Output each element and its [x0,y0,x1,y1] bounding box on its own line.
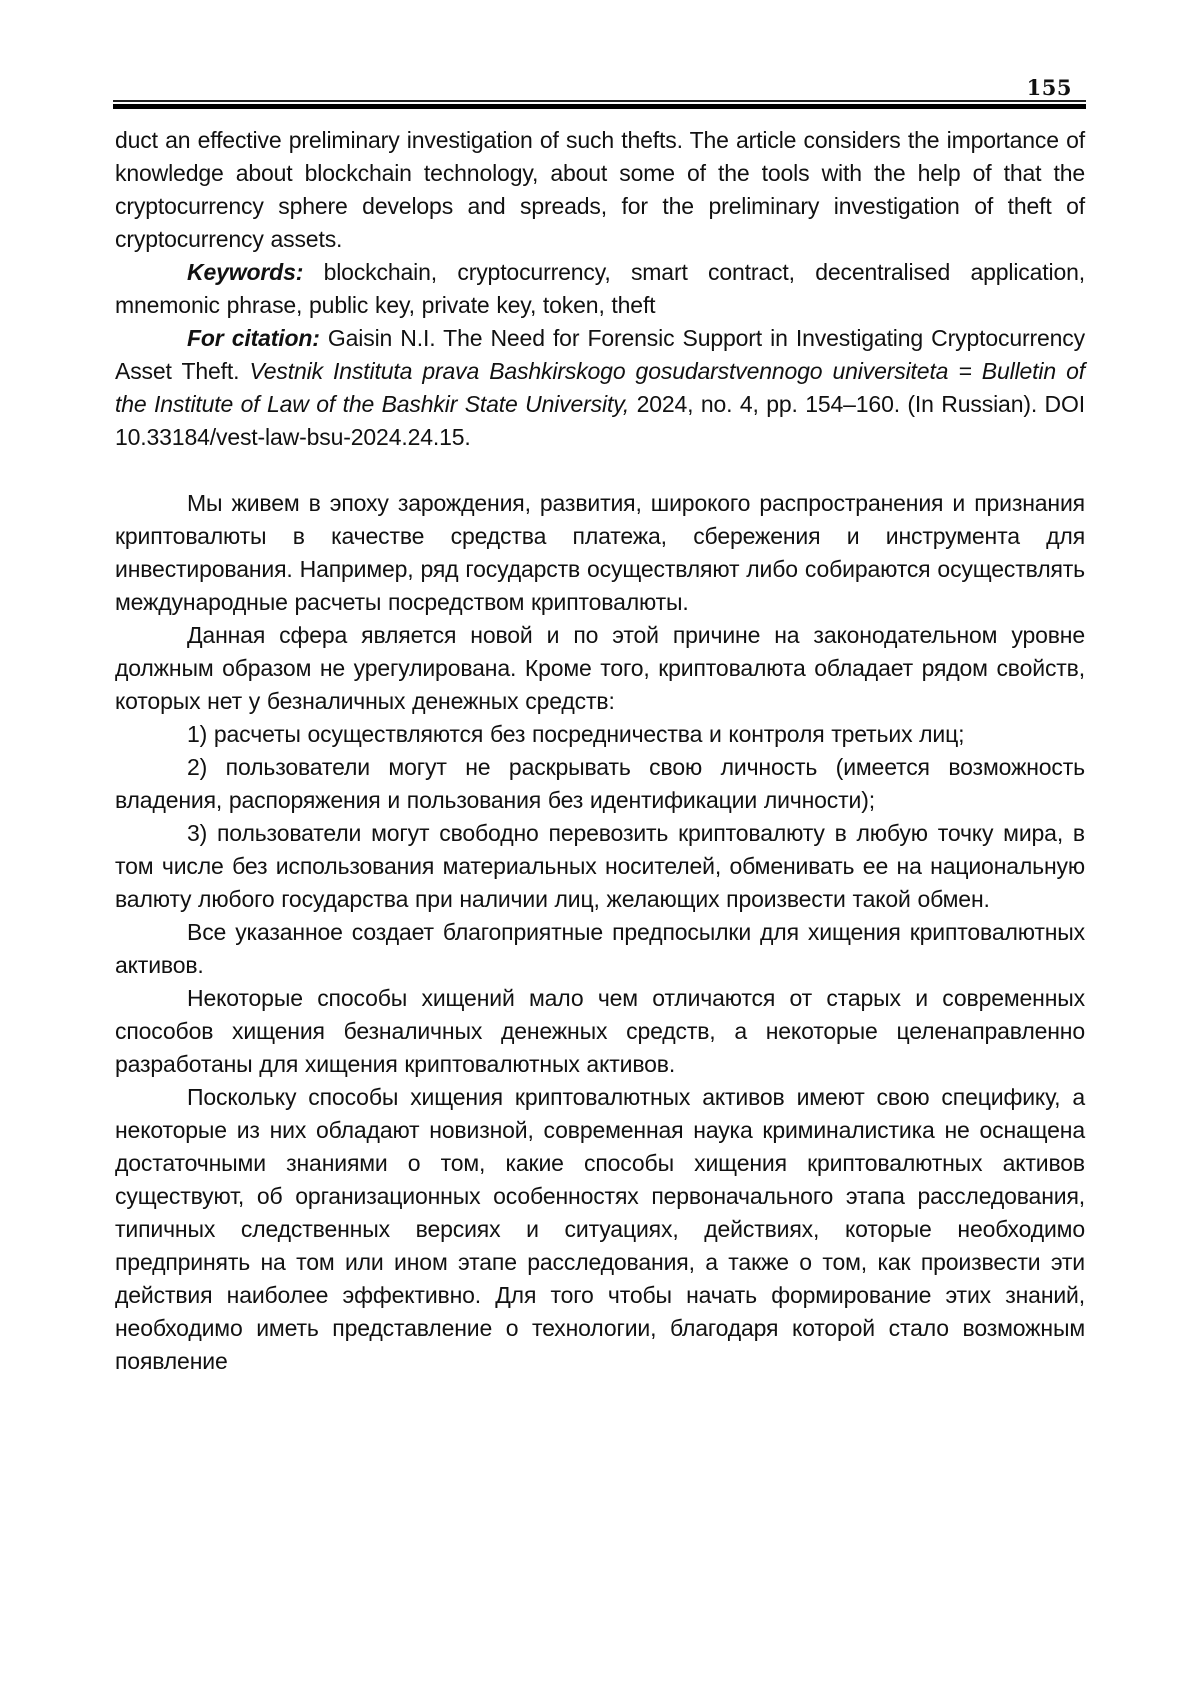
citation-label: For citation: [187,325,320,351]
body-paragraph-5: Поскольку способы хищения криптовалютных активов имеют свою специфику, а некоторые из них обладают новизной, современная наука криминалистика не оснащена достаточными знаниями о том, какие способы хищения криптовалютных активов существуют, об организационных особенностях первоначального этапа расследования, типичных следственных версиях и ситуациях, действиях, которые необходимо предпринять на том или ином этапе расследования, а также о том, как произвести эти действия наиболее эффективно. Для того чтобы начать формирование этих знаний, необходимо иметь представление о технологии, благодаря которой стало возможным появление [115,1084,1085,1374]
keywords-label: Keywords: [187,259,304,285]
body-paragraph-3: Все указанное создает благоприятные предпосылки для хищения криптовалютных активов. [115,919,1085,978]
body-paragraph-4: Некоторые способы хищений мало чем отличаются от старых и современных способов хищения безналичных денежных средств, а некоторые целенаправленно разработаны для хищения криптовалютных активов. [115,985,1085,1077]
citation-paragraph [115,322,1085,454]
keywords-paragraph [115,256,1085,322]
page-header [113,60,1086,112]
citation-text-before: Gaisin N.I. The Need for Forensic Support in Investigating Cryptocurrency Asset Theft. [115,325,1085,384]
citation-journal: Vestnik Instituta prava Bashkirskogo gosudarstvennogo universiteta = Bulletin of the Institute of Law of the Bashkir State University, [115,358,1085,417]
page-number: 155 [1026,75,1072,100]
body-paragraph-1: Мы живем в эпоху зарождения, развития, широкого распространения и признания криптовалюты в качестве средства платежа, сбережения и инструмента для инвестирования. Например, ряд государств осуществляют либо собираются осуществлять международные расчеты посредством криптовалюты. [115,490,1085,615]
citation-text-after: 2024, no. 4, pp. 154–160. (In Russian). DOI 10.33184/vest-law-bsu-2024.24.15. [115,391,1085,450]
keywords-text: blockchain, cryptocurrency, smart contract, decentralised application, mnemonic phrase, public key, private key, token, theft [115,259,1085,318]
list-item-2: 2) пользователи могут не раскрывать свою личность (имеется возможность владения, распоряжения и пользования без идентификации личности); [115,754,1085,813]
article-content [115,124,1085,1378]
header-rule-thick [113,104,1086,109]
list-item-1: 1) расчеты осуществляются без посредничества и контроля третьих лиц; [187,721,965,747]
section-spacer [115,454,1085,487]
list-item-3: 3) пользователи могут свободно перевозить криптовалюту в любую точку мира, в том числе без использования материальных носителей, обменивать ее на национальную валюту любого государства при наличии лиц, желающих произвести такой обмен. [115,820,1085,912]
header-rule-thin [113,100,1086,102]
body-paragraph-2: Данная сфера является новой и по этой причине на законодательном уровне должным образом не урегулирована. Кроме того, криптовалюта обладает рядом свойств, которых нет у безналичных денежных средств: [115,622,1085,714]
abstract-tail: duct an effective preliminary investigation of such thefts. The article considers the importance of knowledge about blockchain technology, about some of the tools with the help of that the cryptocurrency sphere develops and spreads, for the preliminary investigation of theft of cryptocurrency assets. [115,127,1085,252]
